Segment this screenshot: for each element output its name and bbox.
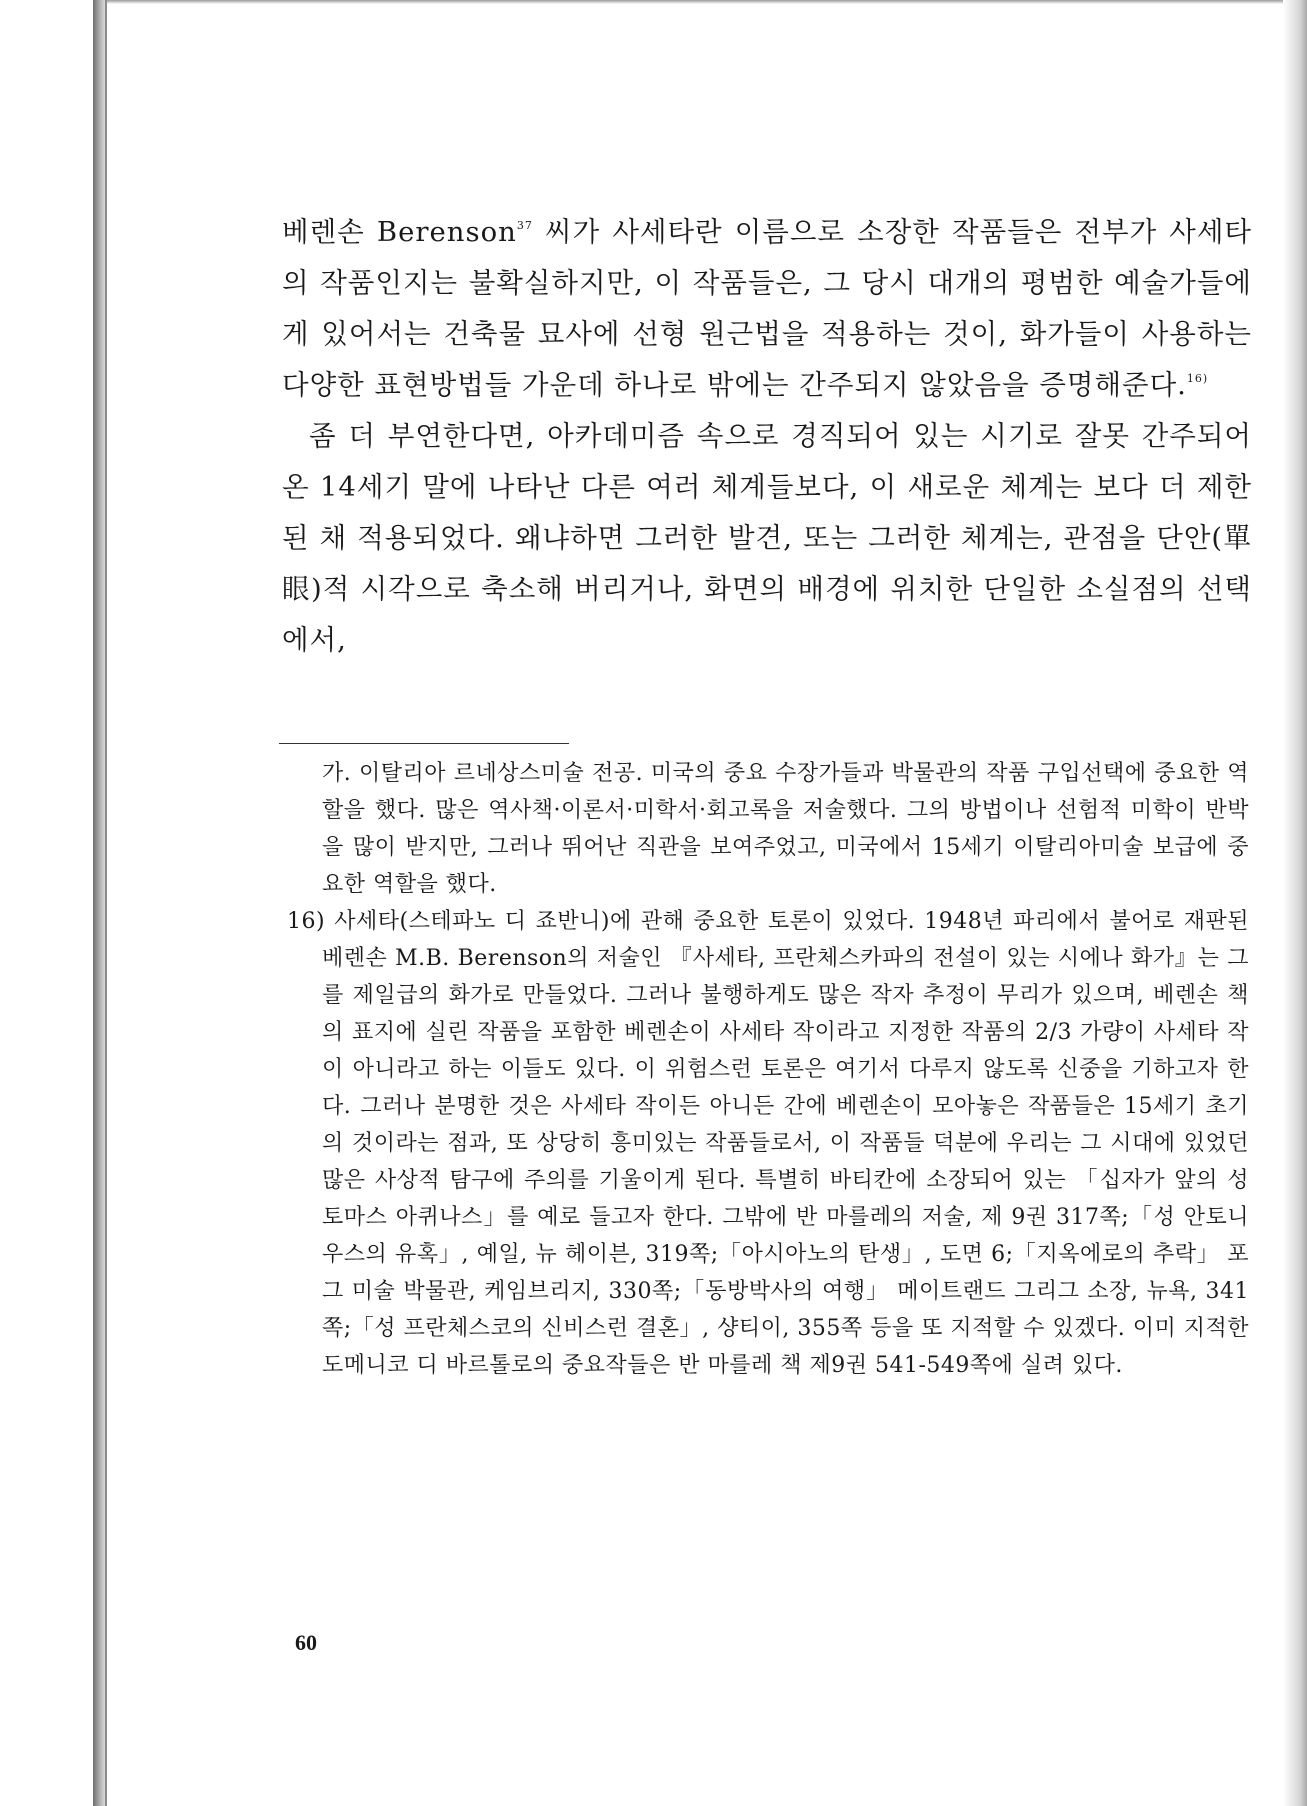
footnotes [287, 755, 1249, 1384]
main-text [282, 207, 1252, 666]
page-number: 60 [295, 1630, 317, 1655]
page-right-shadow [1283, 0, 1307, 1806]
footnote-ref-16: 16) [1186, 372, 1209, 385]
footnote-15-continued: 가. 이탈리아 르네상스미술 전공. 미국의 중요 수장가들과 박물관의 작품 구입선택에 중요한 역할을 했다. 많은 역사책·이론서·미학서·회고록을 저술했다. 그의 방법이나 선험적 미학이 반박을 많이 받지만, 그러나 뛰어난 직관을 보여주었고, 미국에서 15세기 이탈리아미술 보급에 중요한 역할을 했다. [322, 761, 1249, 897]
footnote-divider [279, 743, 569, 744]
note-ref-37: 37 [516, 219, 533, 232]
footnote-16: 16) 사세타(스테파노 디 죠반니)에 관해 중요한 토론이 있었다. 1948년 파리에서 불어로 재판된 베렌손 M.B. Berenson의 저술인 『사세타, 프란체스카파의 전설이 있는 시에나 화가』는 그를 제일급의 화가로 만들었다. 그러나 불행하게도 많은 작자 추정이 무리가 있으며, 베렌손 책의 표지에 실린 작품을 포함한 베렌손이 사세타 작이라고 지정한 작품의 2/3 가량이 사세타 작이 아니라고 하는 이들도 있다. 이 위험스런 토론은 여기서 다루지 않도록 신중을 기하고자 한다. 그러나 분명한 것은 사세타 작이든 아니든 간에 베렌손이 모아놓은 작품들은 15세기 초기의 것이라는 점과, 또 상당히 흥미있는 작품들로서, 이 작품들 덕분에 우리는 그 시대에 있었던 많은 사상적 탐구에 주의를 기울이게 된다. 특별히 바티칸에 소장되어 있는 「십자가 앞의 성 토마스 아퀴나스」를 예로 들고자 한다. 그밖에 반 마를레의 저술, 제 9권 317쪽;「성 안토니우스의 유혹」, 예일, 뉴 헤이븐, 319쪽;「아시아노의 탄생」, 도면 6;「지옥에로의 추락」 포그 미술 박물관, 케임브리지, 330쪽;「동방박사의 여행」 메이트랜드 그리그 소장, 뉴욕, 341쪽;「성 프란체스코의 신비스런 결혼」, 샹티이, 355쪽 등을 또 지적할 수 있겠다. 이미 지적한 도메니코 디 바르톨로의 중요작들은 반 마를레 책 제9권 541-549쪽에 실려 있다. [287, 909, 1249, 1378]
paragraph-2: 좀 더 부연한다면, 아카데미즘 속으로 경직되어 있는 시기로 잘못 간주되어온 14세기 말에 나타난 다른 여러 체계들보다, 이 새로운 체계는 보다 더 제한된 채 적용되었다. 왜냐하면 그러한 발견, 또는 그러한 체계는, 관점을 단안(單眼)적 시각으로 축소해 버리거나, 화면의 배경에 위치한 단일한 소실점의 선택에서, [282, 420, 1252, 656]
book-page [107, 4, 1283, 1806]
paragraph-1: 베렌손 Berenson$^{37}$ 씨가 사세타란 이름으로 소장한 작품들은 전부가 사세타의 작품인지는 불확실하지만, 이 작품들은, 그 당시 대개의 평범한 예술가들에게 있어서는 건축물 묘사에 선형 원근법을 적용하는 것이, 화가들이 사용하는 다양한 표현방법들 가운데 하나로 밖에는 간주되지 않았음을 증명해준다.$^{16)}$ [282, 216, 1252, 401]
